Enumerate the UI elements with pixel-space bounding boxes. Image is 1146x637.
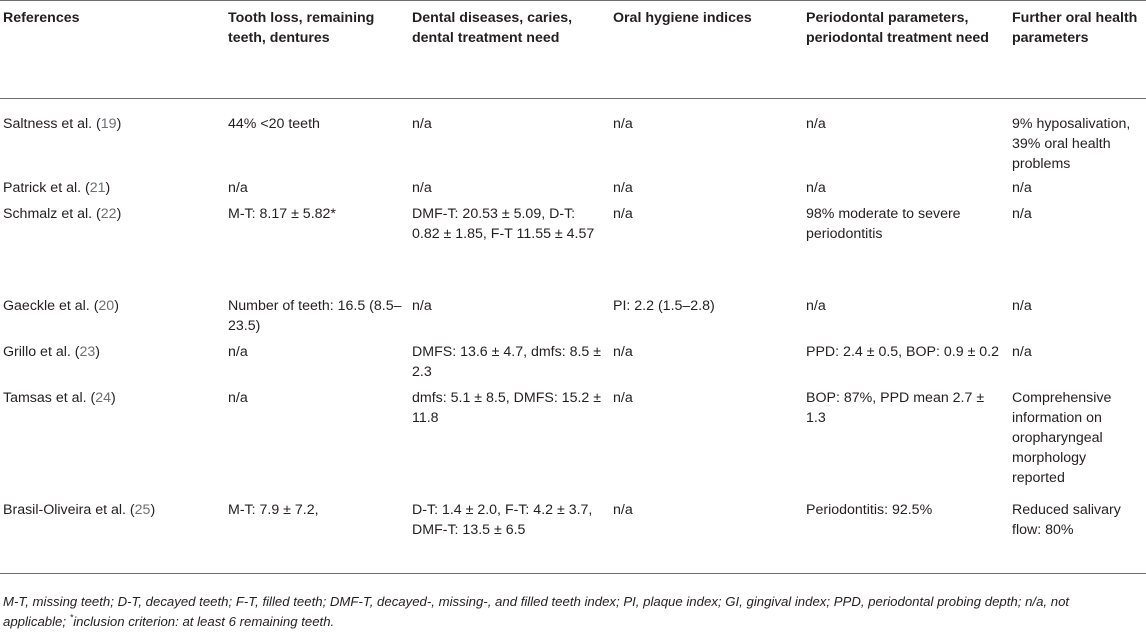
- footnote-inclusion-criterion: inclusion criterion: at least 6 remaining teeth.: [73, 614, 335, 629]
- reference-link[interactable]: 25: [134, 501, 151, 518]
- dental-diseases-cell: n/a: [412, 179, 432, 196]
- oral-hygiene-cell: PI: 2.2 (1.5–2.8): [613, 297, 715, 314]
- dental-diseases-cell: n/a: [412, 116, 432, 132]
- header-further-oral-health: Further oral health parameters: [1008, 1, 1146, 99]
- footnote-abbreviations: M-T, missing teeth; D-T, decayed teeth; F-T, filled teeth; DMF-T, decayed-, missing-, and filled teeth index; PI, plaque index; GI, gingival index; PPD, periodontal probing depth; n/a, not applicable;: [3, 594, 1070, 629]
- header-oral-hygiene: Oral hygiene indices: [609, 1, 802, 99]
- author-text: Patrick et al. (: [3, 179, 90, 196]
- tooth-loss-cell: Number of teeth: 16.5 (8.5–23.5): [228, 297, 402, 334]
- reference-link[interactable]: 22: [100, 205, 117, 222]
- tooth-loss-cell: M-T: 7.9 ± 7.2,: [224, 500, 408, 574]
- reference-cell: [0, 342, 224, 388]
- footnote-marker: *: [69, 612, 74, 623]
- table-row: [0, 99, 1146, 178]
- dental-diseases-cell: DMF-T: 20.53 ± 5.09, D-T: 0.82 ± 1.85, F-T 11.55 ± 4.57: [412, 205, 595, 242]
- further-oral-health-cell: Reduced salivary flow: 80%: [1008, 500, 1146, 574]
- reference-link[interactable]: 21: [89, 179, 106, 196]
- dental-diseases-cell: D-T: 1.4 ± 2.0, F-T: 4.2 ± 3.7, DMF-T: 13.5 ± 6.5: [408, 500, 609, 574]
- author-text: Schmalz et al. (: [3, 205, 101, 222]
- periodontal-cell: BOP: 87%, PPD mean 2.7 ± 1.3: [806, 389, 985, 426]
- dental-diseases-cell: DMFS: 13.6 ± 4.7, dmfs: 8.5 ± 2.3: [412, 343, 602, 380]
- further-oral-health-cell: n/a: [1012, 179, 1032, 196]
- author-text: Brasil-Oliveira et al. (: [3, 501, 135, 518]
- oral-hygiene-cell: n/a: [613, 205, 633, 222]
- reference-link[interactable]: 20: [98, 297, 115, 314]
- periodontal-cell: Periodontitis: 92.5%: [802, 500, 1008, 574]
- author-close: ): [111, 389, 116, 406]
- tooth-loss-cell: n/a: [228, 343, 248, 360]
- author-text: Gaeckle et al. (: [3, 297, 99, 314]
- reference-cell: [0, 500, 224, 574]
- reference-cell: [0, 388, 224, 500]
- further-oral-health-cell: n/a: [1012, 297, 1032, 314]
- author-close: ): [114, 297, 119, 314]
- further-oral-health-cell: Comprehensive information on oropharyngeal morphology reported: [1012, 389, 1112, 486]
- author-text: Grillo et al. (: [3, 343, 80, 360]
- tooth-loss-cell: M-T: 8.17 ± 5.82*: [228, 205, 336, 222]
- oral-hygiene-cell: n/a: [613, 116, 633, 132]
- dental-diseases-cell: n/a: [412, 297, 432, 314]
- periodontal-cell: n/a: [806, 116, 826, 132]
- table-row: [0, 178, 1146, 204]
- reference-cell: [0, 99, 224, 178]
- header-references: References: [0, 1, 224, 99]
- author-close: ): [105, 179, 111, 196]
- further-oral-health-cell: n/a: [1012, 205, 1032, 222]
- author-close: ): [95, 343, 100, 360]
- periodontal-cell: 98% moderate to severe periodontitis: [806, 205, 961, 242]
- reference-cell: [0, 204, 224, 296]
- tooth-loss-cell: 44% <20 teeth: [228, 116, 320, 132]
- reference-link[interactable]: 19: [100, 116, 117, 132]
- table-row: [0, 500, 1146, 574]
- table-row: [0, 342, 1146, 388]
- table-row: [0, 296, 1146, 342]
- oral-hygiene-cell: n/a: [613, 343, 633, 360]
- periodontal-cell: n/a: [806, 297, 826, 314]
- author-close: ): [116, 205, 122, 222]
- tooth-loss-cell: n/a: [228, 179, 248, 196]
- author-text: Saltness et al. (: [3, 116, 101, 132]
- periodontal-cell: PPD: 2.4 ± 0.5, BOP: 0.9 ± 0.2: [806, 343, 1000, 360]
- header-row: [0, 1, 1146, 99]
- header-dental-diseases: Dental diseases, caries, dental treatment need: [408, 1, 609, 99]
- reference-link[interactable]: 24: [95, 389, 112, 406]
- table-footnote: [3, 592, 1133, 632]
- oral-hygiene-cell: n/a: [613, 389, 633, 406]
- reference-cell: [0, 296, 224, 342]
- oral-hygiene-cell: n/a: [609, 500, 802, 574]
- dental-diseases-cell: dmfs: 5.1 ± 8.5, DMFS: 15.2 ± 11.8: [412, 389, 602, 426]
- reference-link[interactable]: 23: [79, 343, 96, 360]
- table-row: [0, 204, 1146, 296]
- further-oral-health-cell: n/a: [1012, 343, 1032, 360]
- periodontal-cell: n/a: [806, 179, 826, 196]
- tooth-loss-cell: n/a: [228, 389, 248, 406]
- header-tooth-loss: Tooth loss, remaining teeth, dentures: [224, 1, 408, 99]
- author-close: ): [150, 501, 156, 518]
- reference-cell: [0, 178, 224, 204]
- header-periodontal: Periodontal parameters, periodontal treatment need: [802, 1, 1008, 99]
- further-oral-health-cell: 9% hyposalivation, 39% oral health problems: [1012, 116, 1131, 172]
- author-text: Tamsas et al. (: [3, 389, 96, 406]
- oral-hygiene-cell: n/a: [613, 179, 633, 196]
- author-close: ): [116, 116, 122, 132]
- table-row: [0, 388, 1146, 500]
